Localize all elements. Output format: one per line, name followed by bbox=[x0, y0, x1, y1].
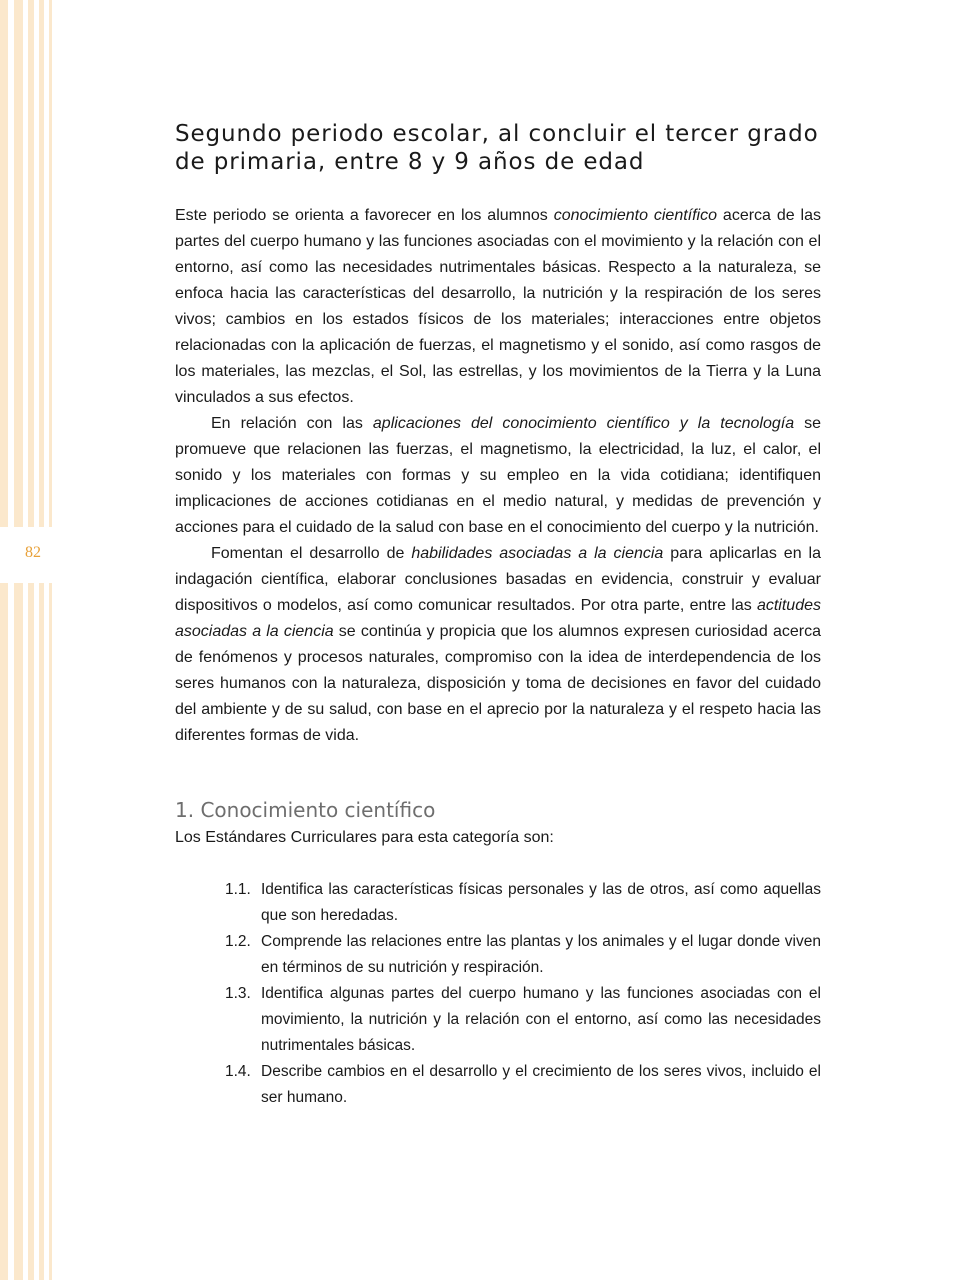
list-item bbox=[225, 929, 821, 981]
paragraph-3 bbox=[175, 541, 821, 749]
text-run: En relación con las bbox=[211, 415, 373, 432]
item-number: 1.4. bbox=[225, 1063, 251, 1080]
list-item bbox=[225, 877, 821, 929]
text-run: acerca de las partes del cuerpo humano y las funciones asociadas con el movimiento y la relación con el entorno, así como las necesidades nutrimentales básicas. Respecto a la naturaleza, se enfoca hacia las características del desarrollo, la nutrición y la respiración de los seres vivos; cambios en los estados físicos de los materiales; interacciones entre objetos relacionadas con la aplicación de fuerzas, el magnetismo y el sonido, así como rasgos de los materiales, las mezclas, el Sol, las estrellas, y los movimientos de la Tierra y la Luna vinculados a sus efectos. bbox=[175, 207, 822, 406]
section-intro: Los Estándares Curriculares para esta categoría son: bbox=[175, 829, 554, 846]
text-run: Fomentan el desarrollo de bbox=[211, 545, 412, 562]
emphasis-text: habilidades asociadas a la ciencia bbox=[411, 545, 664, 562]
page-title: Segundo periodo escolar, al concluir el tercer grado de primaria, entre 8 y 9 años de edad bbox=[175, 121, 819, 175]
item-number: 1.3. bbox=[225, 985, 251, 1002]
text-run: se promueve que relacionen las fuerzas, el magnetismo, la electricidad, la luz, el calor, el sonido y los materiales con formas y su empleo en la vida cotidiana; identifiquen implicaciones de acciones cotidianas en el medio natural, y medidas de prevención y acciones para el cuidado de la salud con base en el conocimiento del cuerpo y la nutrición. bbox=[175, 415, 822, 536]
paragraph-2 bbox=[175, 411, 821, 541]
text-run: Este periodo se orienta a favorecer en los alumnos bbox=[175, 207, 554, 224]
item-text: Identifica algunas partes del cuerpo humano y las funciones asociadas con el movimiento, la nutrición y la relación con el entorno, así como las necesidades nutrimentales básicas. bbox=[261, 985, 821, 1054]
paragraph-1 bbox=[175, 203, 821, 411]
item-text: Describe cambios en el desarrollo y el crecimiento de los seres vivos, incluido el ser humano. bbox=[261, 1063, 821, 1106]
list-item bbox=[225, 1059, 821, 1111]
item-text: Identifica las características físicas personales y las de otros, así como aquellas que son heredadas. bbox=[261, 881, 821, 924]
list-item bbox=[225, 981, 821, 1059]
emphasis-text: aplicaciones del conocimiento científico y la tecnología bbox=[372, 415, 795, 432]
emphasis-text: conocimiento científico bbox=[553, 207, 718, 224]
text-run: para aplicarlas en la indagación científica, elaborar conclusiones basadas en evidencia, construir y evaluar dispositivos o modelos, así como comunicar resultados. Por otra parte, entre las bbox=[175, 545, 821, 614]
stripe bbox=[28, 0, 34, 1280]
decorative-margin-stripes bbox=[0, 0, 60, 1280]
emphasis-text: actitudes asociadas a la ciencia bbox=[175, 597, 821, 640]
text-run: se continúa y propicia que los alumnos expresen curiosidad acerca de fenómenos y procesos naturales, compromiso con la idea de interdependencia de los seres humanos con la naturaleza, disposición y toma de decisiones en favor del cuidado del ambiente y de su salud, con base en el aprecio por la naturaleza y el respeto hacia las diferentes formas de vida. bbox=[175, 623, 821, 744]
stripe bbox=[0, 0, 8, 1280]
body-text bbox=[175, 203, 821, 749]
item-number: 1.1. bbox=[225, 881, 251, 898]
stripe bbox=[14, 0, 23, 1280]
item-number: 1.2. bbox=[225, 933, 251, 950]
stripe bbox=[49, 0, 52, 1280]
section-heading: 1. Conocimiento científico bbox=[175, 798, 436, 822]
standards-list bbox=[225, 877, 821, 1111]
page-number: 82 bbox=[25, 544, 41, 561]
stripe bbox=[39, 0, 44, 1280]
item-text: Comprende las relaciones entre las plantas y los animales y el lugar donde viven en términos de su nutrición y respiración. bbox=[261, 933, 821, 976]
